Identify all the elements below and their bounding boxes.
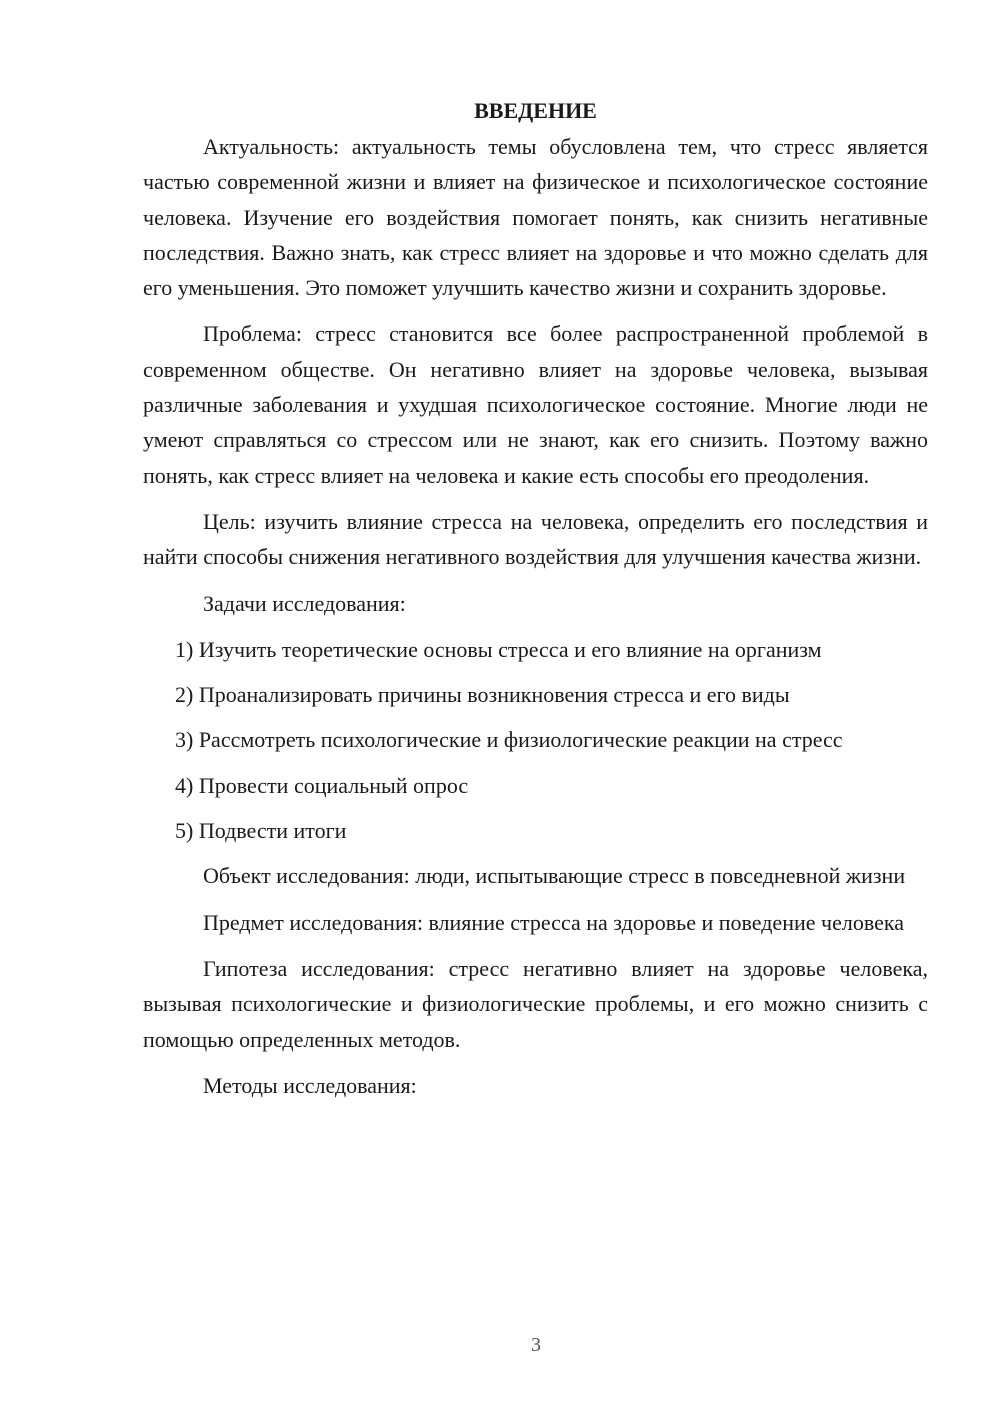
- hypothesis-paragraph: Гипотеза исследования: стресс негативно влияет на здоровье человека, вызывая психологические и физиологические проблемы, и его можно снизить с помощью определенных методов.: [143, 955, 928, 1052]
- task-item: 2) Проанализировать причины возникновения стресса и его виды: [175, 682, 790, 708]
- methods-heading: Методы исследования:: [203, 1072, 417, 1098]
- subject-paragraph: Предмет исследования: влияние стресса на здоровье и поведение человека: [203, 909, 904, 935]
- relevance-paragraph: Актуальность: актуальность темы обусловлена тем, что стресс является частью современной жизни и влияет на физическое и психологическое состояние человека. Изучение его воздействия помогает понять, как снизить негативные последствия. Важно знать, как стресс влияет на здоровье и что можно сделать для его уменьшения. Это поможет улучшить качество жизни и сохранить здоровье.: [143, 134, 928, 301]
- tasks-list: [143, 632, 928, 848]
- task-item: 5) Подвести итоги: [175, 818, 347, 844]
- tasks-heading: Задачи исследования:: [203, 590, 406, 616]
- document-page: [143, 95, 928, 1114]
- task-item: 1) Изучить теоретические основы стресса и его влияние на организм: [175, 636, 822, 662]
- goal-paragraph: Цель: изучить влияние стресса на человека, определить его последствия и найти способы снижения негативного воздействия для улучшения качества жизни.: [143, 508, 928, 570]
- task-item: 4) Провести социальный опрос: [175, 772, 469, 798]
- object-paragraph: Объект исследования: люди, испытывающие стресс в повседневной жизни: [203, 863, 906, 889]
- page-number: 3: [531, 1334, 541, 1356]
- task-item: 3) Рассмотреть психологические и физиологические реакции на стресс: [175, 727, 843, 753]
- section-title: ВВЕДЕНИЕ: [474, 98, 597, 123]
- problem-paragraph: Проблема: стресс становится все более распространенной проблемой в современном обществе. Он негативно влияет на здоровье человека, вызывая различные заболевания и ухудшая психологическое состояние. Многие люди не умеют справляться со стрессом или не знают, как его снизить. Поэтому важно понять, как стресс влияет на человека и какие есть способы его преодоления.: [143, 321, 928, 488]
